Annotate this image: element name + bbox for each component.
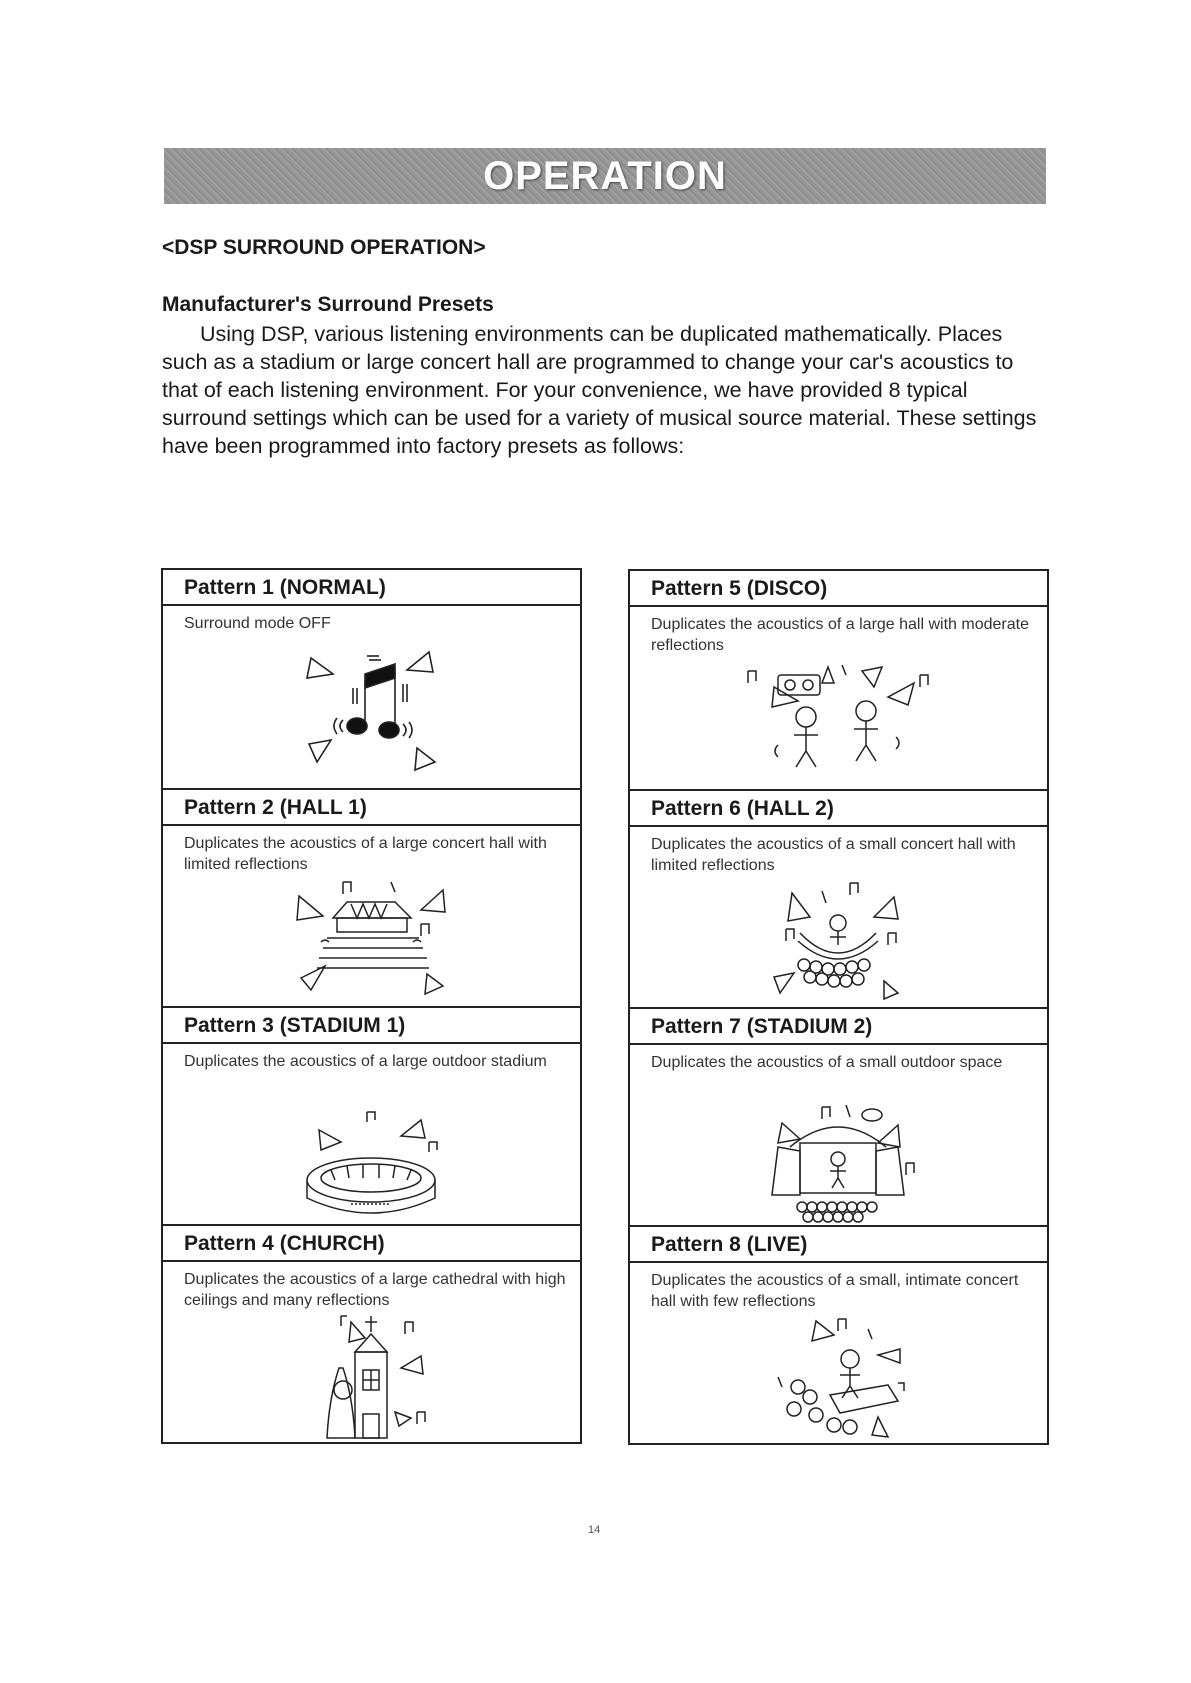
section-title: <DSP SURROUND OPERATION> — [162, 236, 486, 259]
stadium-icon — [271, 1100, 471, 1230]
pattern-7-panel — [630, 1007, 1047, 1225]
church-icon — [271, 1312, 471, 1442]
pattern-description: Duplicates the acoustics of a small outdoor space — [651, 1054, 1003, 1071]
subsection-title: Manufacturer's Surround Presets — [162, 293, 494, 316]
pattern-1-panel — [163, 570, 580, 788]
pattern-description: Duplicates the acoustics of a large cathedral with high ceilings and many reflections — [184, 1271, 566, 1309]
small-hall-icon — [738, 877, 938, 1007]
pattern-5-panel — [630, 571, 1047, 789]
pattern-description: Duplicates the acoustics of a large outdoor stadium — [184, 1053, 547, 1070]
page-number: 14 — [588, 1524, 601, 1536]
concert-hall-icon — [271, 868, 471, 998]
pattern-title: Pattern 2 (HALL 1) — [163, 790, 580, 826]
pattern-title: Pattern 3 (STADIUM 1) — [163, 1008, 580, 1044]
pattern-title: Pattern 8 (LIVE) — [630, 1227, 1047, 1263]
live-band-icon — [738, 1315, 938, 1445]
pattern-title: Pattern 4 (CHURCH) — [163, 1226, 580, 1262]
music-notes-icon — [271, 644, 471, 774]
pattern-description: Duplicates the acoustics of a small concert hall with limited reflections — [651, 836, 1016, 874]
page-title: OPERATION — [483, 153, 727, 198]
pattern-body — [630, 1263, 1047, 1312]
pattern-body — [630, 1045, 1047, 1073]
pattern-8-panel — [630, 1225, 1047, 1443]
intro-paragraph: Using DSP, various listening environments can be duplicated mathematically. Places such as a stadium or large concert hall are programmed to change your car's acoustics to that of each listening environment. For your convenience, we have provided 8 typical surround settings which can be used for a variety of musical source material. These settings have been programmed into factory presets as follows: — [162, 322, 1037, 458]
presets-left-column — [161, 568, 582, 1444]
pattern-body — [630, 827, 1047, 876]
pattern-body — [630, 607, 1047, 656]
pattern-2-panel — [163, 788, 580, 1006]
pattern-body — [163, 606, 580, 634]
pattern-6-panel — [630, 789, 1047, 1007]
pattern-body — [163, 826, 580, 875]
pattern-description: Duplicates the acoustics of a large concert hall with limited reflections — [184, 835, 547, 873]
pattern-title: Pattern 6 (HALL 2) — [630, 791, 1047, 827]
outdoor-stage-icon — [738, 1103, 938, 1233]
pattern-3-panel — [163, 1006, 580, 1224]
presets-right-column — [628, 569, 1049, 1445]
header-banner — [164, 148, 1046, 204]
pattern-title: Pattern 1 (NORMAL) — [163, 570, 580, 606]
pattern-description: Duplicates the acoustics of a large hall with moderate reflections — [651, 616, 1029, 654]
pattern-title: Pattern 5 (DISCO) — [630, 571, 1047, 607]
pattern-description: Surround mode OFF — [184, 615, 331, 632]
pattern-title: Pattern 7 (STADIUM 2) — [630, 1009, 1047, 1045]
pattern-body — [163, 1262, 580, 1311]
pattern-body — [163, 1044, 580, 1072]
disco-icon — [738, 661, 938, 791]
pattern-description: Duplicates the acoustics of a small, intimate concert hall with few reflections — [651, 1272, 1019, 1310]
pattern-4-panel — [163, 1224, 580, 1442]
